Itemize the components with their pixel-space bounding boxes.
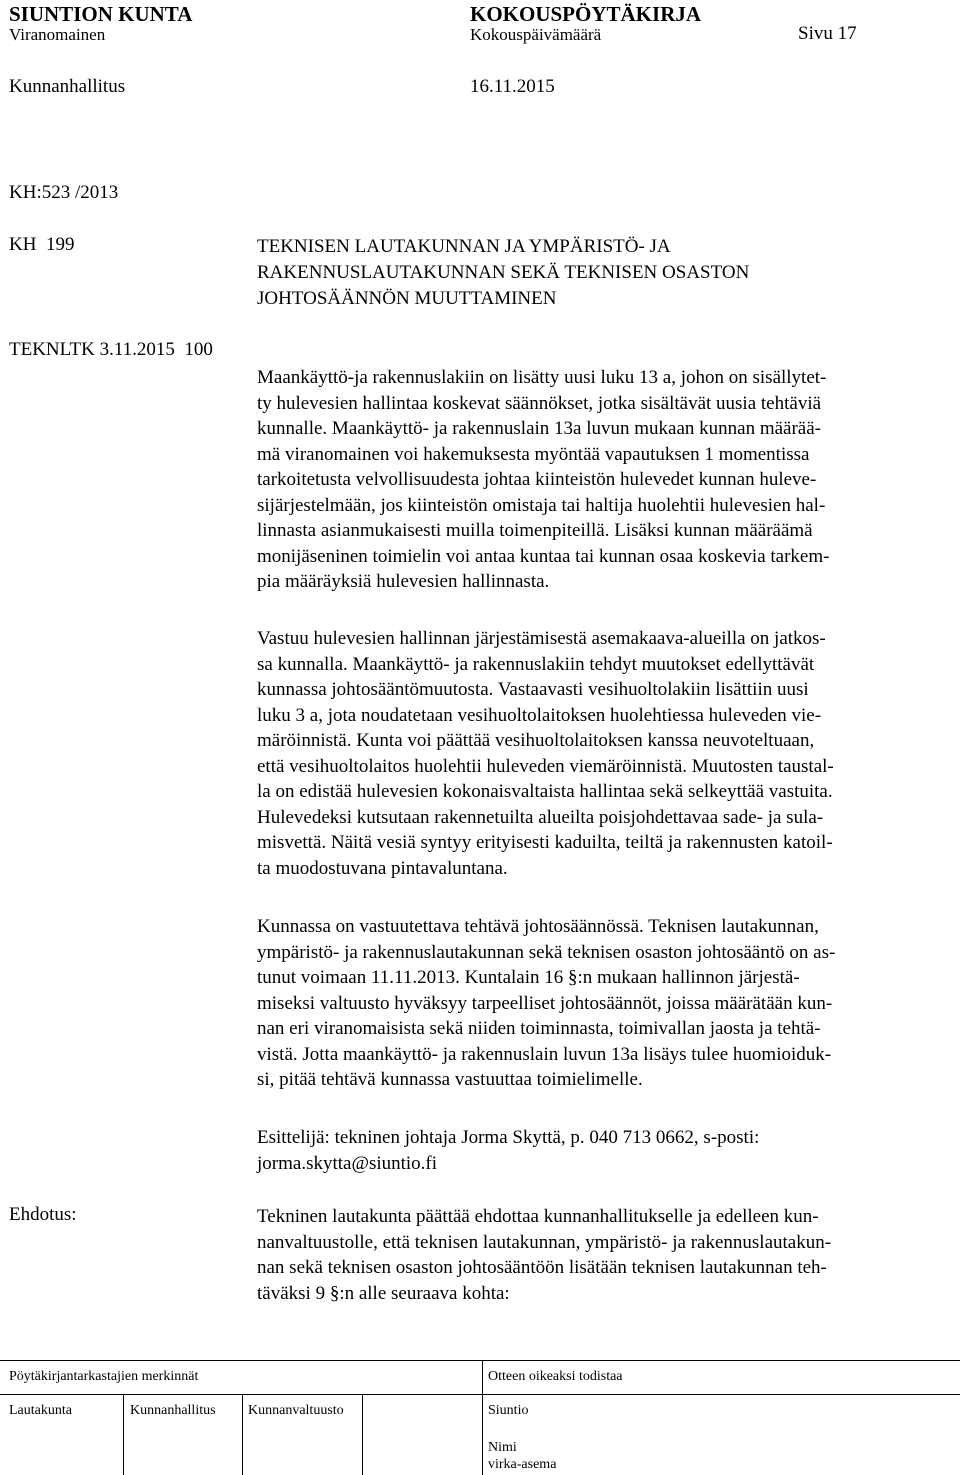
text-line: vistä. Jotta maankäyttö- ja rakennuslain luvun 13a lisäys tulee huomioiduk- <box>257 1043 832 1065</box>
position-label: virka-asema <box>488 1457 557 1472</box>
section-number: KH 199 <box>9 234 75 255</box>
text-line: misvettä. Näitä vesiä syntyy erityisesti kaduilta, teiltä ja rakennusten katoil- <box>257 832 833 853</box>
municipal-board-label: Kunnanhallitus <box>130 1403 216 1418</box>
footer-table <box>0 1360 960 1475</box>
text-line: Hulevedeksi kutsutaan rakennetuilta alueilta poisjohdettavaa sade- ja sula- <box>257 806 824 828</box>
presenter-email: jorma.skytta@siuntio.fi <box>257 1152 438 1174</box>
paragraph-regulation <box>257 914 947 1093</box>
board-label: Lautakunta <box>9 1403 72 1418</box>
text-line: miseksi valtuusto hyväksyy tarpeelliset johtosäännöt, joissa määrätään kun- <box>257 992 833 1014</box>
paragraph-responsibility <box>257 626 947 881</box>
text-line: täväksi 9 §:n alle seuraava kohta: <box>257 1282 510 1304</box>
place-label: Siuntio <box>488 1403 529 1418</box>
case-reference: KH:523 /2013 <box>9 182 119 203</box>
text-line: mä viranomainen voi hakemuksesta myöntää vapautuksen 1 momentissa <box>257 443 810 465</box>
name-label: Nimi <box>488 1440 517 1455</box>
text-line: Esittelijä: tekninen johtaja Jorma Skyttä, p. 040 713 0662, s-posti: <box>257 1127 760 1148</box>
page-number: Sivu 17 <box>798 23 857 44</box>
case-title-line: RAKENNUSLAUTAKUNNAN SEKÄ TEKNISEN OSASTON <box>257 262 750 283</box>
presenter-info <box>257 1125 947 1176</box>
text-line: sa kunnalla. Maankäyttö- ja rakennuslakiin tehdyt muutokset edellyttävät <box>257 653 815 675</box>
case-title-line: TEKNISEN LAUTAKUNNAN JA YMPÄRISTÖ- JA <box>257 236 671 257</box>
text-line: ty hulevesien hallintaa koskevat säännökset, jotka sisältävät uusia tehtäviä <box>257 392 822 414</box>
text-line: nan sekä teknisen osaston johtosääntöön lisätään teknisen lautakunnan teh- <box>257 1257 827 1278</box>
proposal-text <box>257 1204 947 1306</box>
text-line: Vastuu hulevesien hallinnan järjestämisestä asemakaava-alueilla on jatkos- <box>257 628 826 649</box>
municipality-name: SIUNTION KUNTA <box>9 2 193 26</box>
text-line: tarkoitetusta velvollisuudesta johtaa kiinteistön hulevedet kunnan huleve- <box>257 469 817 490</box>
case-title-line: JOHTOSÄÄNNÖN MUUTTAMINEN <box>257 288 557 309</box>
document-type: KOKOUSPÖYTÄKIRJA <box>470 2 702 26</box>
text-line: Tekninen lautakunta päättää ehdottaa kunnanhallitukselle ja edelleen kun- <box>257 1206 819 1227</box>
case-title <box>257 234 749 312</box>
footer-top-rule <box>0 1360 960 1361</box>
text-line: nan eri viranomaisista sekä niiden toiminnasta, toimivallan jaosta ja tehtä- <box>257 1018 821 1039</box>
certified-label: Otteen oikeaksi todistaa <box>488 1369 623 1384</box>
text-line: pia määräyksiä hulevesien hallinnasta. <box>257 571 550 592</box>
footer-cell-divider <box>242 1394 243 1475</box>
footer-cell-divider <box>123 1394 124 1475</box>
text-line: tunut voimaan 11.11.2013. Kuntalain 16 §:n mukaan hallinnon järjestä- <box>257 967 800 988</box>
text-line: monijäseninen toimielin voi antaa kuntaa tai kunnan osaa koskevia tarkem- <box>257 545 830 567</box>
prior-decision-reference: TEKNLTK 3.11.2015 100 <box>9 339 213 360</box>
meeting-date-label: Kokouspäivämäärä <box>470 25 602 44</box>
text-line: Kunnassa on vastuutettava tehtävä johtosäännössä. Teknisen lautakunnan, <box>257 916 819 937</box>
text-line: kunnassa johtosääntömuutosta. Vastaavasti vesihuoltolakiin lisättiin uusi <box>257 679 809 700</box>
text-line: luku 3 a, jota noudatetaan vesihuoltolaitoksen huolehtiessa huleveden vie- <box>257 704 822 726</box>
text-line: nanvaltuustolle, että teknisen lautakunnan, ympäristö- ja rakennuslautakun- <box>257 1231 832 1253</box>
text-line: Maankäyttö-ja rakennuslakiin on lisätty uusi luku 13 a, johon on sisällytet- <box>257 367 827 388</box>
minutes-checkers-label: Pöytäkirjantarkastajien merkinnät <box>9 1369 199 1384</box>
text-line: la on edistää hulevesien kokonaisvaltaista hallintaa sekä selkeyttää vastuita. <box>257 781 833 802</box>
authority-label: Viranomainen <box>9 25 106 44</box>
text-line: sijärjestelmään, jos kiinteistön omistaja tai haltija huolehtii hulevesien hal- <box>257 494 826 516</box>
text-line: märöinnistä. Kunta voi päättää vesihuoltolaitoksen kanssa neuvoteltuaan, <box>257 730 815 751</box>
footer-column-divider <box>482 1360 483 1475</box>
authority-name: Kunnanhallitus <box>9 76 126 97</box>
text-line: linnasta asianmukaisesti muilla toimenpiteillä. Lisäksi kunnan määräämä <box>257 520 813 541</box>
footer-cell-divider <box>362 1394 363 1475</box>
text-line: ta muodostuvana pintavaluntana. <box>257 857 508 879</box>
meeting-date: 16.11.2015 <box>470 76 555 97</box>
proposal-label: Ehdotus: <box>9 1204 77 1225</box>
text-line: ympäristö- ja rakennuslautakunnan sekä teknisen osaston johtosääntö on as- <box>257 941 836 963</box>
footer-mid-rule <box>0 1394 960 1395</box>
council-label: Kunnanvaltuusto <box>248 1403 344 1418</box>
paragraph-background <box>257 365 947 595</box>
text-line: että vesihuoltolaitos huolehtii huleveden viemäröinnistä. Muutosten taustal- <box>257 755 834 777</box>
text-line: si, pitää tehtävä kunnassa vastuuttaa toimielimelle. <box>257 1069 643 1090</box>
text-line: kunnalle. Maankäyttö- ja rakennuslain 13a luvun mukaan kunnan määrää- <box>257 418 821 439</box>
